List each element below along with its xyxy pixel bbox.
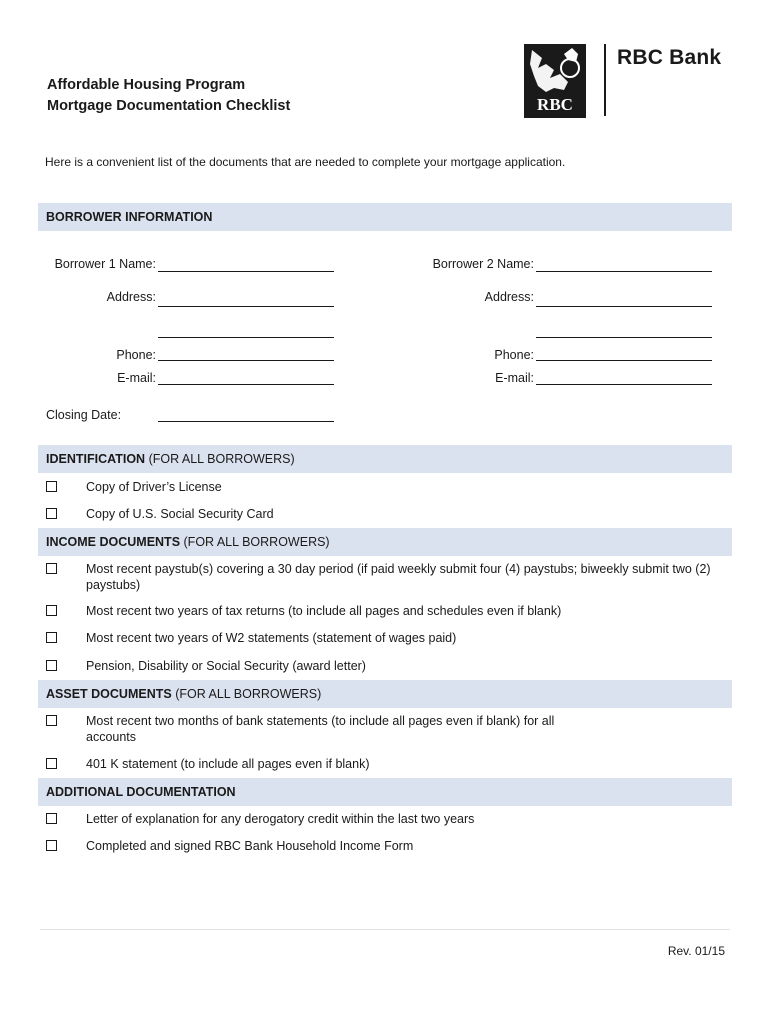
rbc-logo <box>524 44 586 118</box>
checklist-item-pension-award-letter: Pension, Disability or Social Security (award letter) <box>86 659 366 673</box>
checkbox-bank-statements[interactable] <box>46 715 57 726</box>
checkbox-pension-award-letter[interactable] <box>46 660 57 671</box>
section-qualifier: (FOR ALL BORROWERS) <box>175 687 322 701</box>
borrower-1-address-field-line-1[interactable] <box>158 306 334 307</box>
checklist-item-letter-of-explanation: Letter of explanation for any derogatory credit within the last two years <box>86 812 475 826</box>
borrower-2-email-label: E-mail: <box>495 371 534 385</box>
checklist-item-social-security-card: Copy of U.S. Social Security Card <box>86 507 274 521</box>
checklist-item-paystubs: Most recent paystub(s) covering a 30 day period (if paid weekly submit four (4) paystubs; biweekly submit two (2) paystubs) <box>86 562 711 592</box>
checkbox-letter-of-explanation[interactable] <box>46 813 57 824</box>
borrower-2-address-label: Address: <box>484 290 534 304</box>
borrower-2-phone-field[interactable] <box>536 360 712 361</box>
section-title: BORROWER INFORMATION <box>46 210 213 224</box>
checkbox-drivers-license[interactable] <box>46 481 57 492</box>
borrower-2-address-field-line-2[interactable] <box>536 337 712 338</box>
intro-text: Here is a convenient list of the documents that are needed to complete your mortgage application. <box>45 155 566 169</box>
checklist-item-tax-returns: Most recent two years of tax returns (to include all pages and schedules even if blank) <box>86 604 562 618</box>
borrower-2-name-field[interactable] <box>536 271 712 272</box>
section-heading-asset-documents <box>38 680 732 708</box>
section-heading-identification <box>38 445 732 473</box>
borrower-2-address-field-line-1[interactable] <box>536 306 712 307</box>
checklist-item-household-income-form: Completed and signed RBC Bank Household Income Form <box>86 839 414 853</box>
checkbox-household-income-form[interactable] <box>46 840 57 851</box>
borrower-1-address-label: Address: <box>106 290 156 304</box>
document-title <box>47 75 290 117</box>
checkbox-paystubs[interactable] <box>46 563 57 574</box>
borrower-1-address-field-line-2[interactable] <box>158 337 334 338</box>
borrower-1-phone-label: Phone: <box>116 348 156 362</box>
checkbox-401k-statement[interactable] <box>46 758 57 769</box>
brand-divider <box>604 44 606 116</box>
brand-name: RBC Bank <box>617 46 722 69</box>
checklist-item-bank-statements: Most recent two months of bank statements (to include all pages even if blank) for all accounts <box>86 714 555 744</box>
logo-wordmark: RBC <box>537 95 573 114</box>
borrower-1-name-label: Borrower 1 Name: <box>54 257 156 271</box>
section-title: IDENTIFICATION <box>46 452 146 466</box>
closing-date-label: Closing Date: <box>46 408 122 422</box>
checkbox-tax-returns[interactable] <box>46 605 57 616</box>
borrower-1-email-label: E-mail: <box>117 371 156 385</box>
borrower-2-phone-label: Phone: <box>494 348 534 362</box>
checkbox-w2-statements[interactable] <box>46 632 57 643</box>
section-title: INCOME DOCUMENTS <box>46 535 181 549</box>
section-heading-additional-documentation <box>38 778 732 806</box>
checklist-item-401k-statement: 401 K statement (to include all pages even if blank) <box>86 757 370 771</box>
section-qualifier: (FOR ALL BORROWERS) <box>148 452 295 466</box>
title-line-2: Mortgage Documentation Checklist <box>47 98 291 114</box>
section-title: ASSET DOCUMENTS <box>46 687 172 701</box>
borrower-1-name-field[interactable] <box>158 271 334 272</box>
section-heading-income-documents <box>38 528 732 556</box>
closing-date-field[interactable] <box>158 421 334 422</box>
checkbox-social-security-card[interactable] <box>46 508 57 519</box>
section-title: ADDITIONAL DOCUMENTATION <box>46 785 236 799</box>
title-line-1: Affordable Housing Program <box>47 77 246 93</box>
section-qualifier: (FOR ALL BORROWERS) <box>183 535 330 549</box>
checklist-item-drivers-license: Copy of Driver’s License <box>86 480 222 494</box>
footer-divider <box>40 929 730 930</box>
borrower-2-email-field[interactable] <box>536 384 712 385</box>
section-heading-borrower-information <box>38 203 732 231</box>
borrower-2-name-label: Borrower 2 Name: <box>432 257 534 271</box>
borrower-1-email-field[interactable] <box>158 384 334 385</box>
borrower-1-phone-field[interactable] <box>158 360 334 361</box>
revision-label: Rev. 01/15 <box>667 944 725 958</box>
checklist-item-w2-statements: Most recent two years of W2 statements (statement of wages paid) <box>86 631 457 645</box>
